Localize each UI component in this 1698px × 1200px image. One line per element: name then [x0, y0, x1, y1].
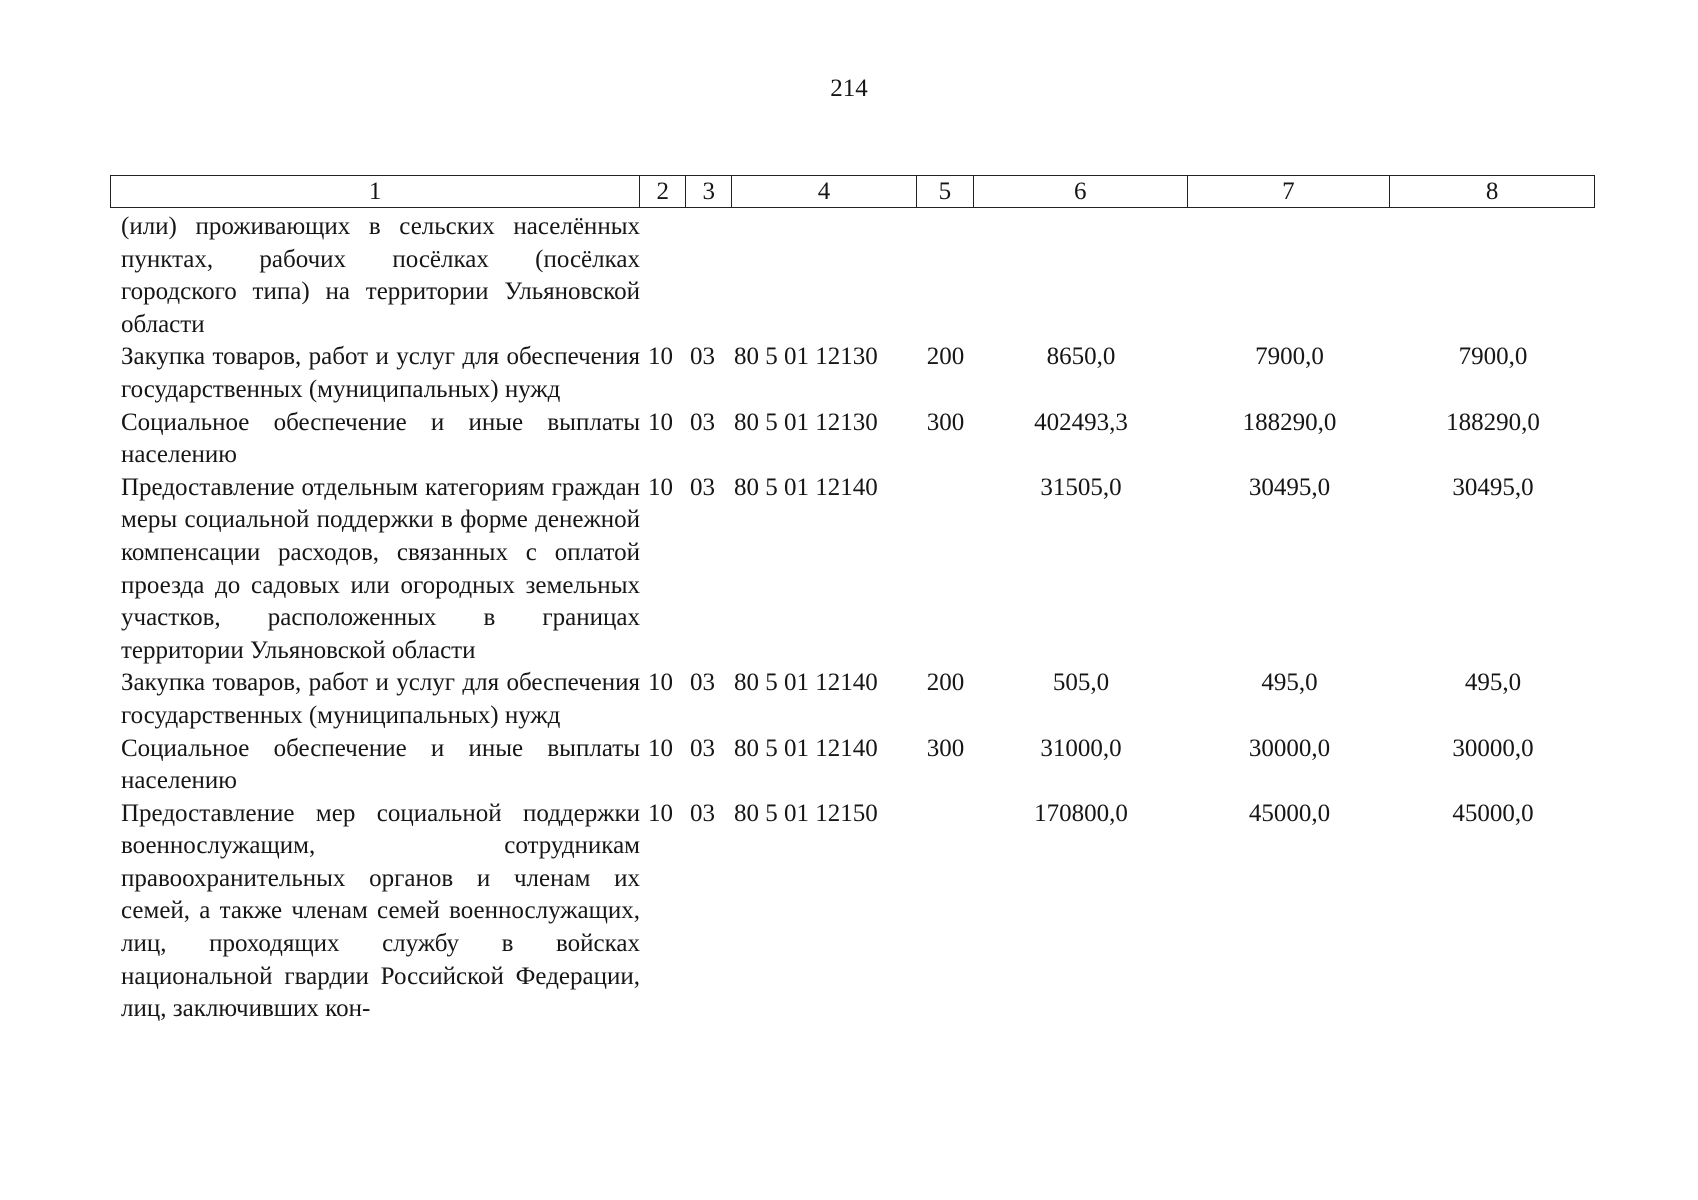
row-value-col7: 30000,0: [1248, 734, 1331, 762]
row-pr: 03: [690, 473, 715, 501]
header-col-2: 2: [640, 176, 686, 207]
row-value-col6: 170800,0: [1034, 799, 1128, 827]
table-row: [110, 341, 1595, 406]
row-name: Закупка товаров, работ и услуг для обеспечения государственных (муниципальных) нужд: [121, 343, 640, 403]
row-name-cell: [110, 341, 640, 406]
row-value-col8: 45000,0: [1452, 799, 1534, 827]
budget-table: [110, 175, 1595, 1026]
row-vr: 200: [926, 669, 965, 697]
page-number: 214: [830, 75, 868, 102]
header-col-5: 5: [917, 176, 974, 207]
row-value-col8: 495,0: [1464, 669, 1522, 697]
row-rz: 10: [648, 343, 673, 371]
row-value-col6: 31505,0: [1040, 473, 1122, 501]
header-col-6: 6: [974, 176, 1188, 207]
row-name: Социальное обеспечение и иные выплаты населению: [121, 734, 640, 795]
row-value-col8: 188290,0: [1446, 408, 1540, 436]
table-header-row: [110, 175, 1595, 208]
row-rz: 10: [648, 408, 673, 436]
row-pr: 03: [690, 408, 715, 436]
row-value-col8: 30495,0: [1452, 473, 1534, 501]
row-csr: 80 5 01 12150: [734, 799, 878, 827]
row-pr: 03: [690, 799, 715, 827]
table-row: [110, 667, 1595, 732]
header-col-1: 1: [111, 176, 640, 207]
header-col-8: 8: [1485, 178, 1499, 205]
row-csr: 80 5 01 12140: [734, 669, 878, 697]
row-value-col7: 30495,0: [1248, 473, 1331, 501]
row-value-col7: 495,0: [1261, 669, 1318, 697]
row-name-cell: [110, 667, 640, 732]
row-name: (или) проживающих в сельских населённых пунктах, рабочих посёлках (посёлках городского типа) на территории Ульяновской области: [121, 213, 640, 338]
row-csr: 80 5 01 12130: [734, 343, 878, 371]
row-rz: 10: [648, 473, 673, 501]
row-pr: 03: [690, 734, 715, 762]
table-row: [110, 472, 1595, 668]
row-rz: 10: [648, 669, 673, 697]
row-vr: 300: [926, 408, 965, 436]
row-name-cell: [110, 407, 640, 472]
row-vr: 200: [926, 343, 965, 371]
row-value-col7: 45000,0: [1248, 799, 1331, 827]
table-row: [110, 407, 1595, 472]
row-rz: 10: [648, 799, 673, 827]
row-rz: 10: [648, 734, 673, 762]
row-value-col6: 402493,3: [1034, 408, 1128, 436]
row-vr: 300: [926, 734, 965, 762]
row-csr: 80 5 01 12140: [734, 734, 878, 762]
row-csr: 80 5 01 12130: [734, 408, 878, 436]
row-name-cell: [110, 472, 640, 668]
row-name-cell: [110, 733, 640, 798]
row-pr: 03: [690, 343, 715, 371]
table-row: [110, 798, 1595, 1026]
header-col-3: 3: [686, 176, 732, 207]
row-value-col6: 505,0: [1052, 669, 1110, 697]
row-csr: 80 5 01 12140: [734, 473, 878, 501]
row-name-cell: [110, 211, 640, 341]
row-pr: 03: [690, 669, 715, 697]
row-value-col6: 8650,0: [1046, 343, 1116, 371]
row-value-col8: 7900,0: [1458, 343, 1528, 371]
row-value-col8: 30000,0: [1452, 734, 1534, 762]
row-value-col7: 188290,0: [1242, 408, 1337, 436]
header-col-7: 7: [1188, 176, 1391, 207]
table-row: [110, 211, 1595, 341]
row-name: Предоставление отдельным категориям граждан меры социальной поддержки в форме денежной компенсации расходов, связанных с оплатой проезда до садовых или огородных земельных участков, расположенных в границах территории Ульяновской области: [121, 473, 640, 664]
row-name: Социальное обеспечение и иные выплаты населению: [121, 408, 640, 469]
row-name-cell: [110, 798, 640, 1026]
row-name: Предоставление мер социальной поддержки военнослужащим, сотрудникам правоохранительных органов и членам их семей, а также членам семей военнослужащих, лиц, проходящих службу в войсках национальной гвардии Российской Федерации, лиц, заключивших кон-: [121, 799, 640, 1023]
header-col-4: 4: [732, 176, 917, 207]
table-body: [110, 208, 1595, 1026]
row-name: Закупка товаров, работ и услуг для обеспечения государственных (муниципальных) нужд: [121, 669, 640, 729]
table-row: [110, 733, 1595, 798]
row-value-col7: 7900,0: [1255, 343, 1324, 371]
row-value-col6: 31000,0: [1040, 734, 1122, 762]
